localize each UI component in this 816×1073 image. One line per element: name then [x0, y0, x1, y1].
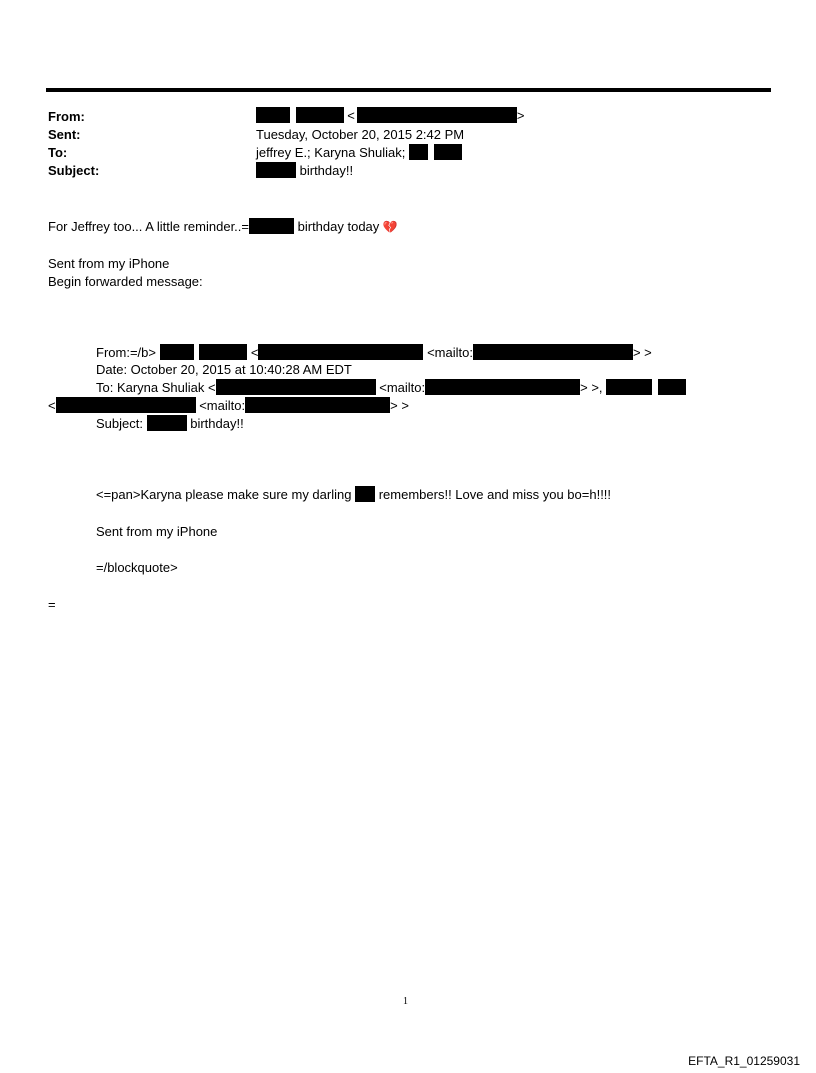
broken-heart-icon: 💔: [382, 220, 398, 234]
redaction: [256, 107, 290, 123]
redaction: [473, 344, 633, 360]
redaction: [56, 397, 196, 413]
fwd-text: birthday!!: [190, 416, 244, 431]
fwd-text: > >: [390, 398, 409, 413]
redaction: [425, 379, 580, 395]
fwd-text: <: [48, 398, 56, 413]
redaction: [357, 107, 517, 123]
fwd-text: remembers!! Love and miss you bo=h!!!!: [378, 487, 612, 502]
body-text: For Jeffrey too... A little reminder..=: [48, 219, 249, 234]
fwd-text: From:=/b>: [96, 345, 156, 360]
fwd-text: To: Karyna Shuliak <: [96, 380, 216, 395]
sent-label: Sent:: [48, 127, 81, 142]
fwd-to-line: [96, 379, 686, 396]
from-lt: <: [347, 108, 355, 123]
page-number: 1: [403, 996, 408, 1007]
fwd-text: <mailto:: [199, 398, 246, 413]
fwd-text: <mailto:: [427, 345, 473, 360]
redaction: [216, 379, 376, 395]
subject-text: birthday!!: [299, 163, 354, 178]
redaction: [258, 344, 423, 360]
redaction: [434, 144, 462, 160]
fwd-text: > >: [632, 345, 652, 360]
from-gt: >: [516, 108, 525, 123]
trailing-equals: =: [48, 597, 56, 612]
redaction: [296, 107, 344, 123]
redaction: [355, 486, 375, 502]
redaction: [245, 397, 390, 413]
body-line-1: [48, 218, 398, 236]
fwd-text: > >,: [580, 380, 603, 395]
header-rule: [46, 88, 771, 92]
fwd-cont-line: [48, 397, 409, 414]
fwd-text: <mailto:: [379, 380, 426, 395]
fwd-text: <: [250, 345, 259, 360]
to-value: [256, 144, 462, 161]
from-label: From:: [48, 109, 85, 124]
fwd-subject-line: [96, 415, 244, 432]
redaction: [256, 162, 296, 178]
redaction: [249, 218, 294, 234]
redaction: [606, 379, 652, 395]
sent-from-line: Sent from my iPhone: [48, 256, 170, 271]
subject-value: [256, 162, 353, 179]
redaction: [199, 344, 247, 360]
fwd-blockquote-line: =/blockquote>: [96, 560, 178, 575]
redaction: [147, 415, 187, 431]
body-text: birthday today: [297, 219, 380, 234]
redaction: [160, 344, 194, 360]
bates-number: EFTA_R1_01259031: [688, 1054, 800, 1068]
to-text: jeffrey E.; Karyna Shuliak;: [256, 145, 406, 160]
fwd-sent-from-line: Sent from my iPhone: [96, 524, 218, 539]
fwd-text: Subject:: [96, 416, 143, 431]
sent-value: Tuesday, October 20, 2015 2:42 PM: [256, 127, 465, 142]
to-label: To:: [48, 145, 68, 160]
fwd-date-line: Date: October 20, 2015 at 10:40:28 AM EDT: [96, 362, 352, 377]
fwd-text: <=pan>Karyna please make sure my darling: [96, 487, 352, 502]
redaction: [658, 379, 686, 395]
from-value: [256, 107, 524, 124]
fwd-from-line: [96, 344, 652, 361]
redaction: [409, 144, 428, 160]
begin-forwarded-line: Begin forwarded message:: [48, 274, 203, 289]
subject-label: Subject:: [48, 163, 100, 178]
fwd-message-line: [96, 486, 611, 503]
